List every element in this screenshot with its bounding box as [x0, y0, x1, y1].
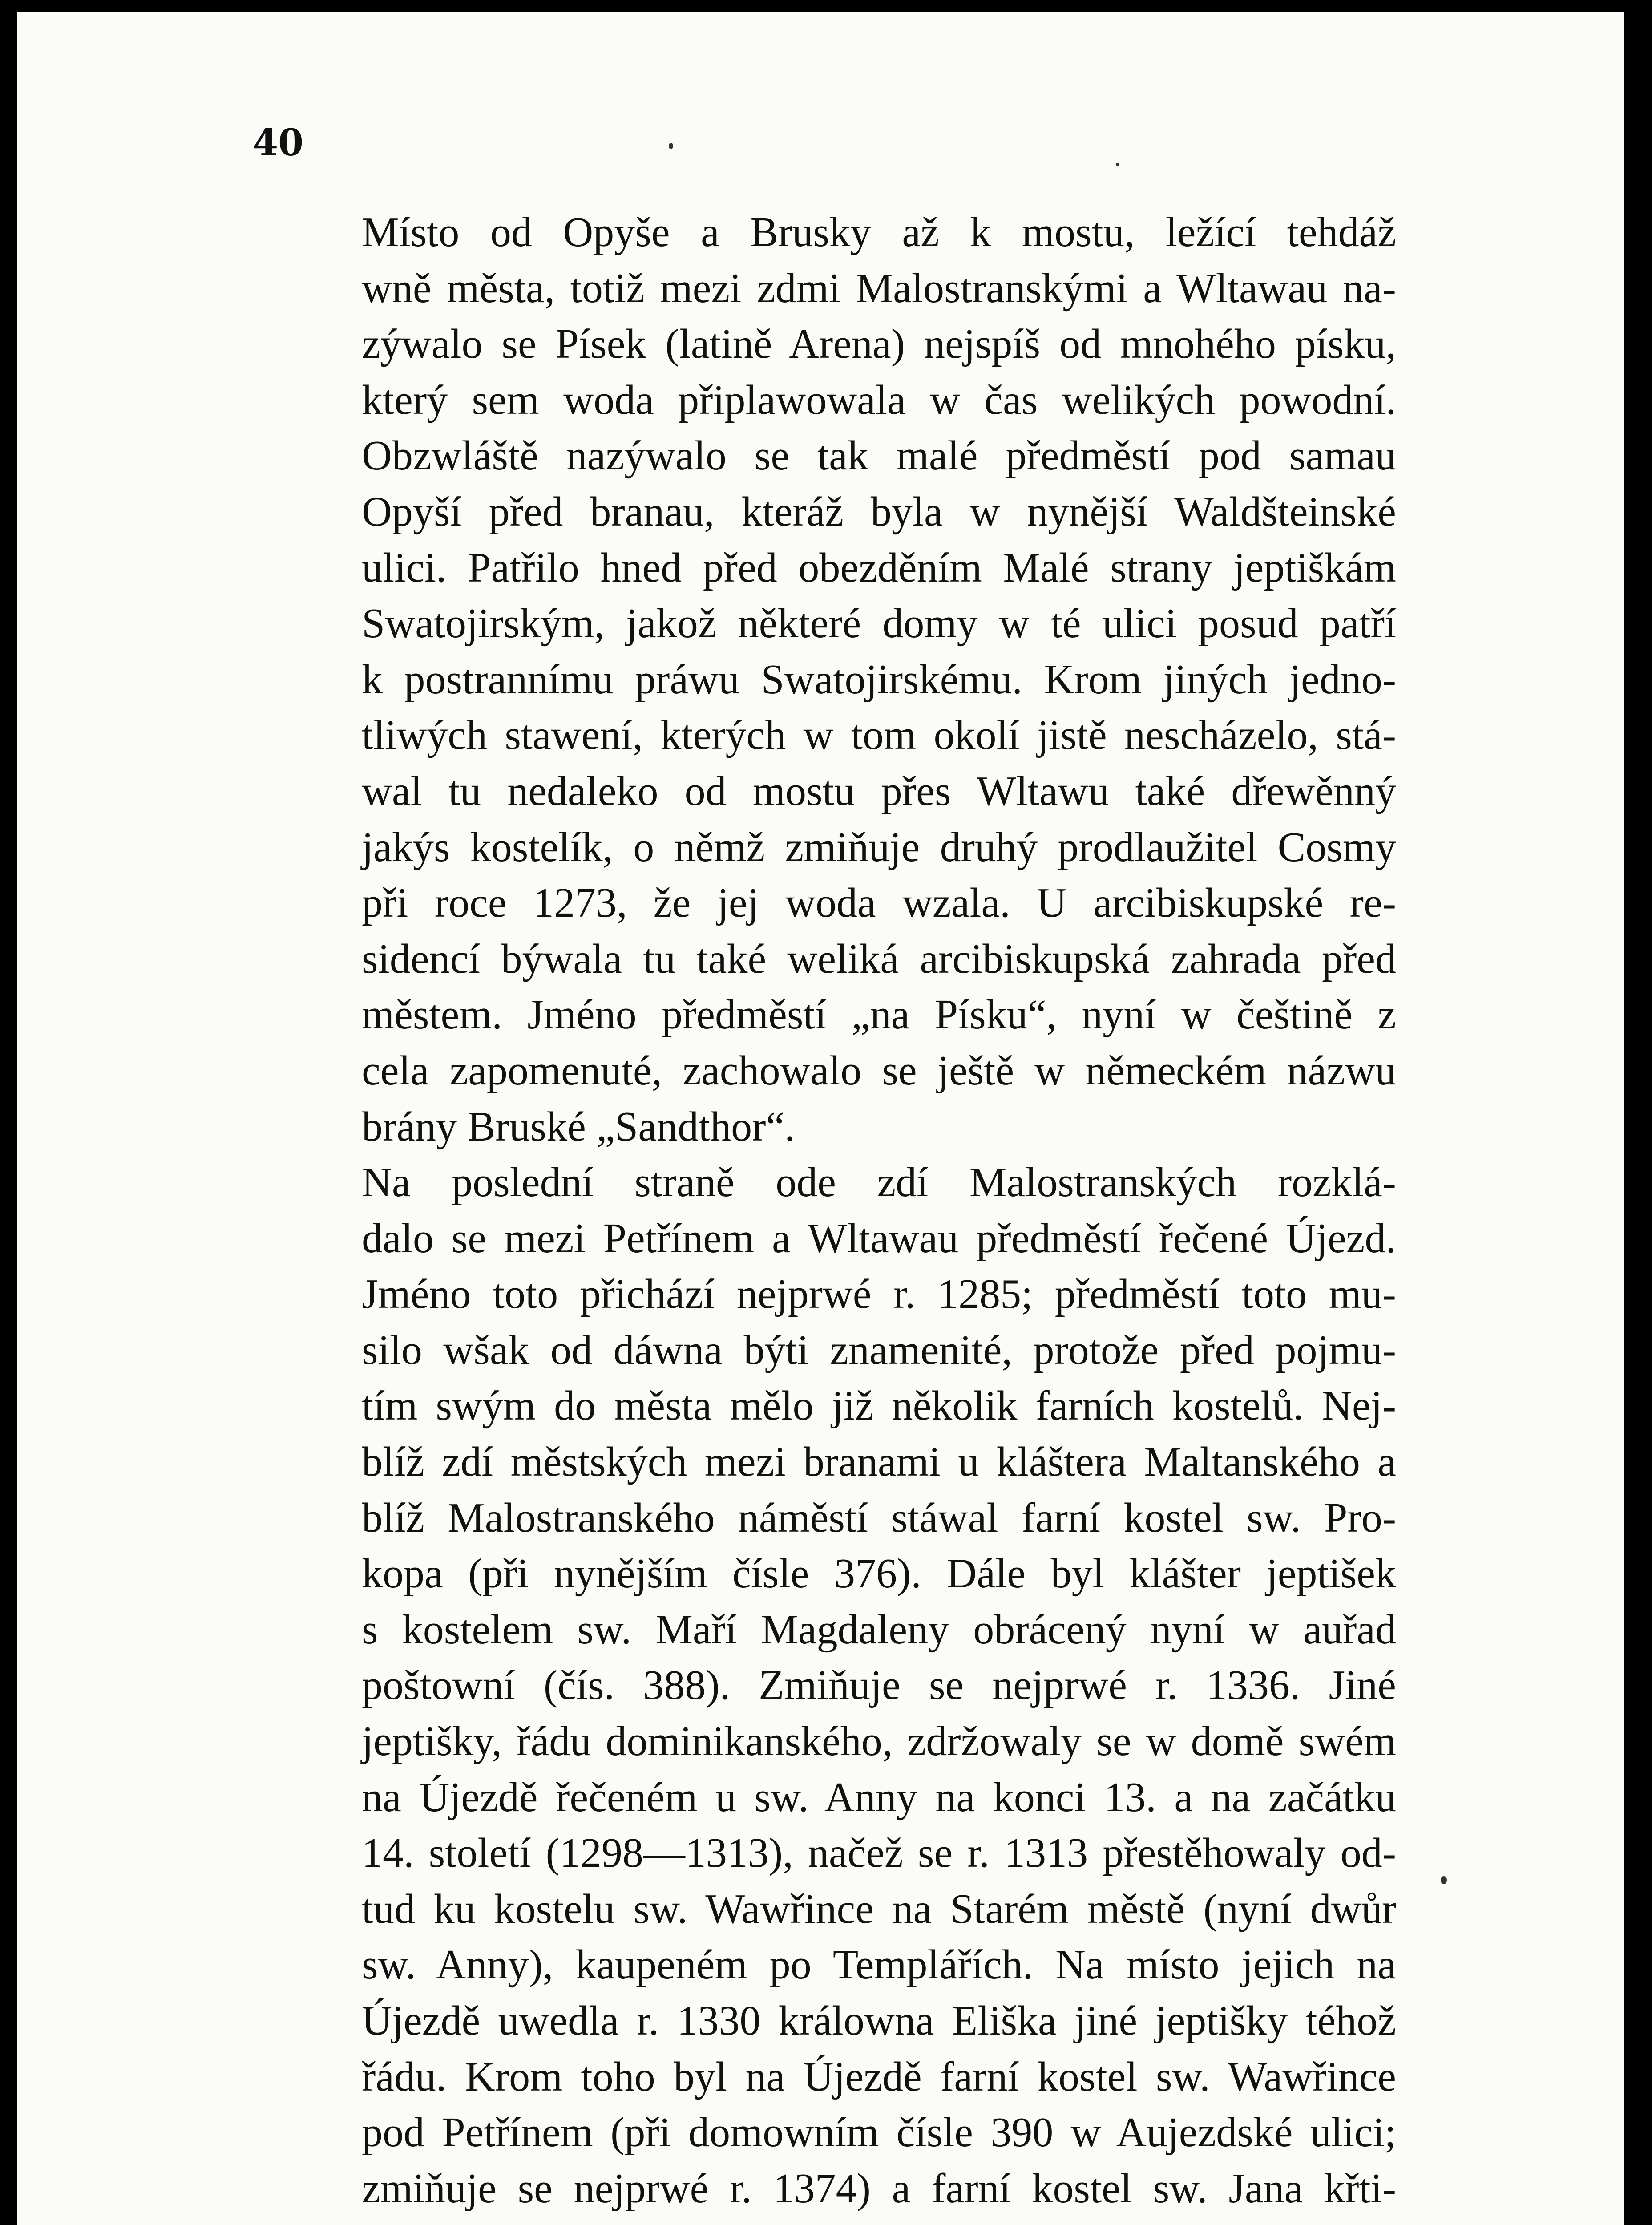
text-line: sidencí býwala tu také weliká arcibiskupská zahrada před: [362, 935, 1396, 982]
text-line: dalo se mezi Petřínem a Wltawau předměstí řečené Újezd.: [362, 1215, 1396, 1262]
text-line: brány Bruské „Sandthor“.: [362, 1103, 795, 1150]
text-line: Jméno toto přichází nejprwé r. 1285; předměstí toto mu-: [362, 1271, 1396, 1318]
text-line: s kostelem sw. Maří Magdaleny obrácený nyní w auřad: [362, 1606, 1396, 1653]
text-line: který sem woda připlawowala w čas welikých powodní.: [362, 376, 1396, 423]
text-line: 14. století (1298—1313), načež se r. 1313 přestěhowaly od-: [362, 1830, 1396, 1877]
text-line: Místo od Opyše a Brusky až k mostu, ležící tehdáž: [362, 209, 1396, 255]
text-line: na Újezdě řečeném u sw. Anny na konci 13. a na začátku: [362, 1774, 1396, 1820]
ink-speck: [669, 143, 673, 149]
ink-speck: [1116, 163, 1119, 166]
text-line: tím swým do města mělo již několik farních kostelů. Nej-: [362, 1383, 1396, 1429]
text-line: městem. Jméno předměstí „na Písku“, nyní w češtině z: [362, 991, 1396, 1038]
text-line: jeptišky, řádu dominikanského, zdržowaly se w domě swém: [362, 1718, 1396, 1765]
text-line: Opyší před branau, kteráž byla w nynější Waldšteinské: [362, 488, 1396, 535]
text-line: Na poslední straně ode zdí Malostranských rozklá-: [362, 1159, 1396, 1206]
text-line: wně města, totiž mezi zdmi Malostranskými a Wltawau na-: [362, 265, 1396, 312]
text-line: poštowní (čís. 388). Zmiňuje se nejprwé r. 1336. Jiné: [362, 1662, 1396, 1709]
body-text: [253, 205, 1396, 2217]
text-line: Obzwláště nazýwalo se tak malé předměstí pod samau: [362, 433, 1396, 479]
text-line: wal tu nedaleko od mostu přes Wltawu také dřewěnný: [362, 768, 1396, 814]
scan-border-right: [1624, 0, 1652, 2225]
text-line: při roce 1273, že jej woda wzala. U arcibiskupské re-: [362, 880, 1396, 926]
paragraph-2: [253, 1155, 1396, 2217]
text-line: zmiňuje se nejprwé r. 1374) a farní kostel sw. Jana křti-: [362, 2165, 1396, 2212]
ink-speck: [1441, 1876, 1447, 1884]
text-line: Swatojirským, jakož některé domy w té ulici posud patří: [362, 600, 1396, 647]
text-line: sw. Anny), kaupeném po Templářích. Na místo jejich na: [362, 1942, 1396, 1988]
text-line: pod Petřínem (při domowním čísle 390 w Aujezdské ulici;: [362, 2109, 1396, 2156]
text-line: blíž Malostranského náměstí stáwal farní kostel sw. Pro-: [362, 1494, 1396, 1541]
scan-border-left: [0, 0, 17, 2225]
text-line: k postrannímu práwu Swatojirskému. Krom jiných jedno-: [362, 656, 1396, 703]
text-line: cela zapomenuté, zachowalo se ještě w německém názwu: [362, 1047, 1396, 1094]
text-line: tliwých stawení, kterých w tom okolí jistě nescházelo, stá-: [362, 712, 1396, 759]
text-line: zýwalo se Písek (latině Arena) nejspíš od mnohého písku,: [362, 321, 1396, 368]
text-line: jakýs kostelík, o němž zmiňuje druhý prodlaužitel Cosmy: [362, 824, 1396, 870]
text-line: silo wšak od dáwna býti znamenité, protože před pojmu-: [362, 1327, 1396, 1373]
scan-border-top: [0, 0, 1652, 12]
text-line: blíž zdí městských mezi branami u kláštera Maltanského a: [362, 1439, 1396, 1485]
page-number: 40: [253, 121, 304, 164]
text-line: tud ku kostelu sw. Wawřince na Starém městě (nyní dwůr: [362, 1885, 1396, 1932]
paragraph-1: [253, 205, 1396, 1155]
text-line: kopa (při nynějším čísle 376). Dále byl klášter jeptišek: [362, 1550, 1396, 1597]
text-line: řádu. Krom toho byl na Újezdě farní kostel sw. Wawřince: [362, 2053, 1396, 2100]
text-line: ulici. Patřilo hned před obezděním Malé strany jeptiškám: [362, 544, 1396, 591]
text-line: Újezdě uwedla r. 1330 králowna Eliška jiné jeptišky téhož: [362, 1998, 1396, 2044]
